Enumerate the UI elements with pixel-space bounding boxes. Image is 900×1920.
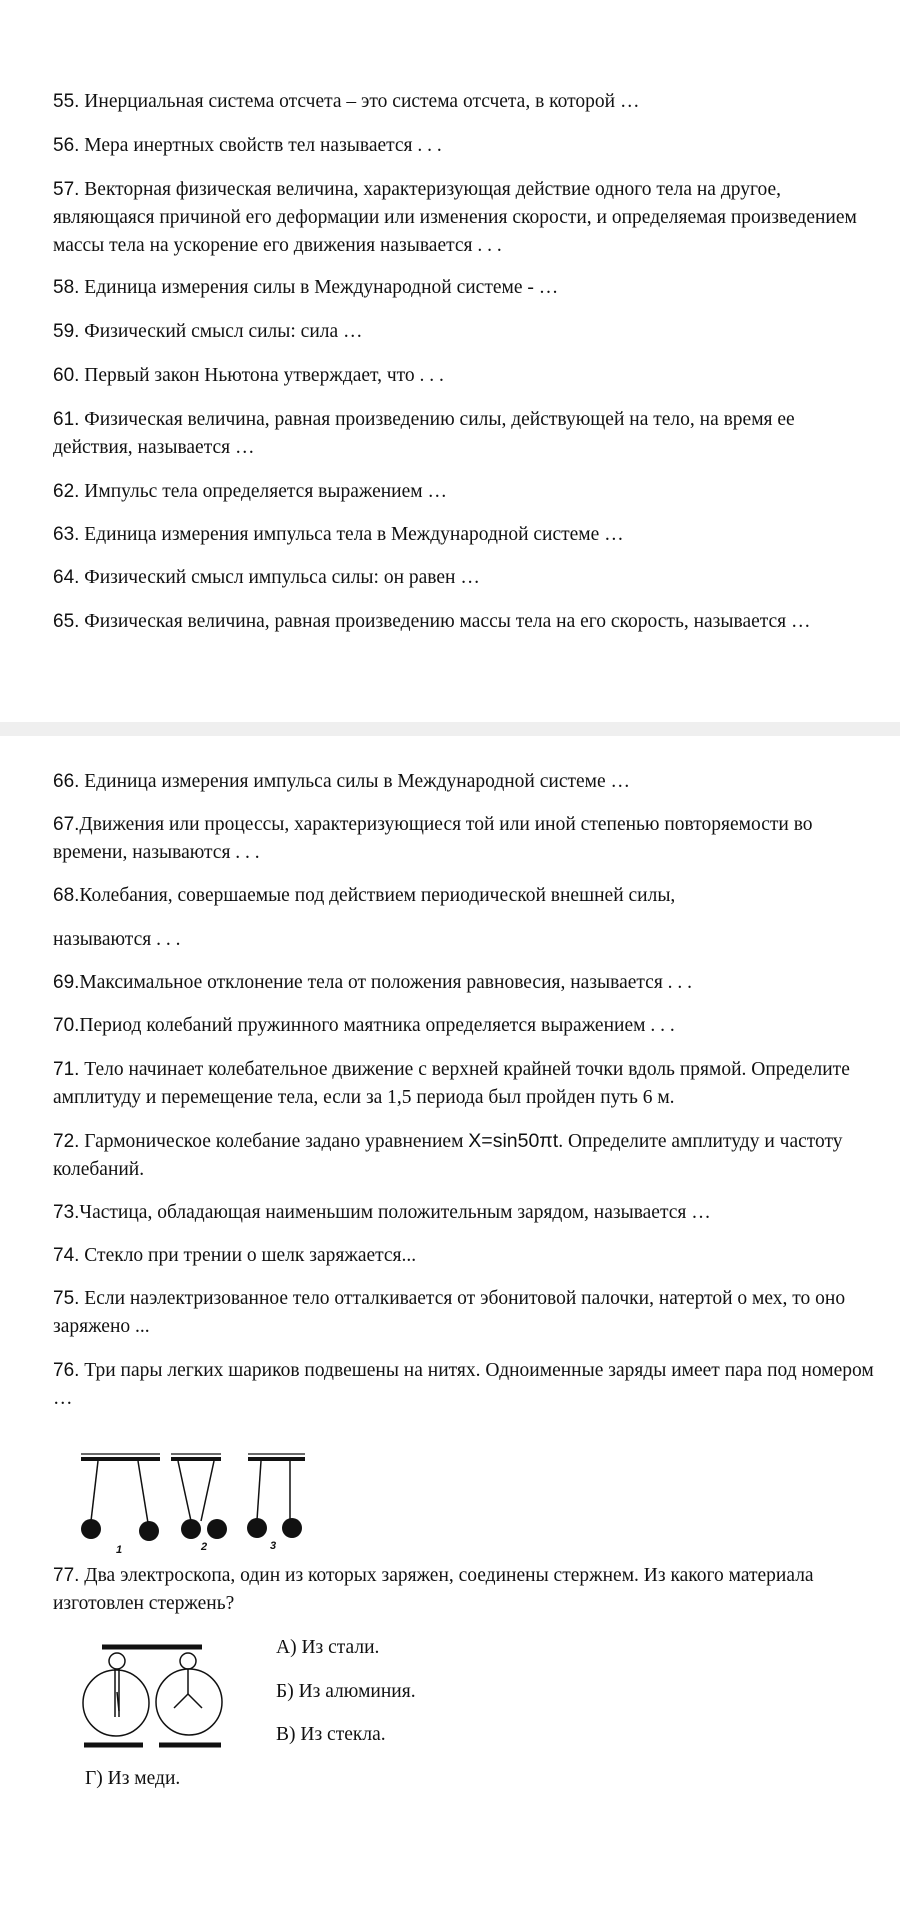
question-56: 56. Мера инертных свойств тел называется . . .	[53, 135, 442, 156]
question-63: 63. Единица измерения импульса тела в Международной системе …	[53, 524, 624, 545]
question-73: 73.Частица, обладающая наименьшим положительным зарядом, называется …	[53, 1202, 711, 1223]
leaf-right-a	[174, 1694, 188, 1708]
question-74: 74. Стекло при трении о шелк заряжается...	[53, 1245, 417, 1266]
question-75: 75. Если наэлектризованное тело отталкивается от эбонитовой палочки, натертой о мех, то оно заряжено ...	[53, 1288, 846, 1337]
question-68: 68.Колебания, совершаемые под действием периодической внешней силы,	[53, 885, 676, 906]
ball	[139, 1521, 159, 1541]
electroscope-body-right	[156, 1669, 222, 1735]
page-1	[0, 0, 900, 722]
pendulum-pairs-figure	[78, 1446, 308, 1556]
question-65: 65. Физическая величина, равная произведению массы тела на его скорость, называется …	[53, 611, 811, 632]
option-b: Б) Из алюминия.	[276, 1681, 416, 1702]
electroscope-knob-right	[180, 1653, 196, 1669]
equation: X=sin50πt	[468, 1130, 559, 1152]
thread	[138, 1461, 148, 1523]
ball	[247, 1518, 267, 1538]
question-69: 69.Максимальное отклонение тела от положения равновесия, называется . . .	[53, 972, 693, 993]
question-72: 72. Гармоническое колебание задано уравнением X=sin50πt. Определите амплитуду и частоту колебаний.	[53, 1130, 843, 1180]
page-2	[0, 736, 900, 1920]
pair-label-3: 3	[270, 1540, 277, 1552]
question-66: 66. Единица измерения импульса силы в Международной системе …	[53, 771, 631, 792]
question-55: 55. Инерциальная система отсчета – это система отсчета, в которой …	[53, 91, 640, 112]
electroscopes-figure	[75, 1642, 240, 1752]
question-67: 67.Движения или процессы, характеризующиеся той или иной степенью повторяемости во времени, называются . . .	[53, 814, 813, 863]
question-64: 64. Физический смысл импульса силы: он равен …	[53, 567, 480, 588]
pair-label-2: 2	[201, 1541, 208, 1553]
question-62: 62. Импульс тела определяется выражением …	[53, 481, 447, 502]
question-59: 59. Физический смысл силы: сила …	[53, 321, 363, 342]
question-77: 77. Два электроскопа, один из которых заряжен, соединены стержнем. Из какого материала изготовлен стержень?	[53, 1565, 814, 1614]
electroscope-body-left	[83, 1670, 149, 1736]
question-60: 60. Первый закон Ньютона утверждает, что . . .	[53, 365, 444, 386]
leaf-right-b	[188, 1694, 202, 1708]
question-76: 76. Три пары легких шариков подвешены на нитях. Одноименные заряды имеет пара под номером …	[53, 1360, 874, 1409]
ball	[282, 1518, 302, 1538]
thread	[201, 1461, 214, 1521]
thread	[257, 1461, 261, 1520]
ball	[181, 1519, 201, 1539]
thread	[178, 1461, 191, 1521]
question-68-continuation: называются . . .	[53, 929, 181, 950]
option-d: Г) Из меди.	[85, 1768, 181, 1789]
page-separator	[0, 722, 900, 736]
ball	[81, 1519, 101, 1539]
thread	[91, 1461, 98, 1521]
option-c: В) Из стекла.	[276, 1724, 386, 1745]
pair-label-1: 1	[116, 1544, 123, 1556]
option-a: А) Из стали.	[276, 1637, 380, 1658]
question-58: 58. Единица измерения силы в Международной системе - …	[53, 277, 559, 298]
ball	[207, 1519, 227, 1539]
question-57: 57. Векторная физическая величина, характеризующая действие одного тела на другое, являющаяся причиной его деформации или изменения скорости, и определяемая произведением массы тела на ускорение его движения называется . . .	[53, 179, 857, 256]
question-71: 71. Тело начинает колебательное движение с верхней крайней точки вдоль прямой. Определите амплитуду и перемещение тела, если за 1,5 периода был пройден путь 6 м.	[53, 1059, 850, 1108]
question-70: 70.Период колебаний пружинного маятника определяется выражением . . .	[53, 1015, 675, 1036]
question-61: 61. Физическая величина, равная произведению силы, действующей на тело, на время ее действия, называется …	[53, 409, 795, 458]
electroscope-knob-left	[109, 1653, 125, 1669]
